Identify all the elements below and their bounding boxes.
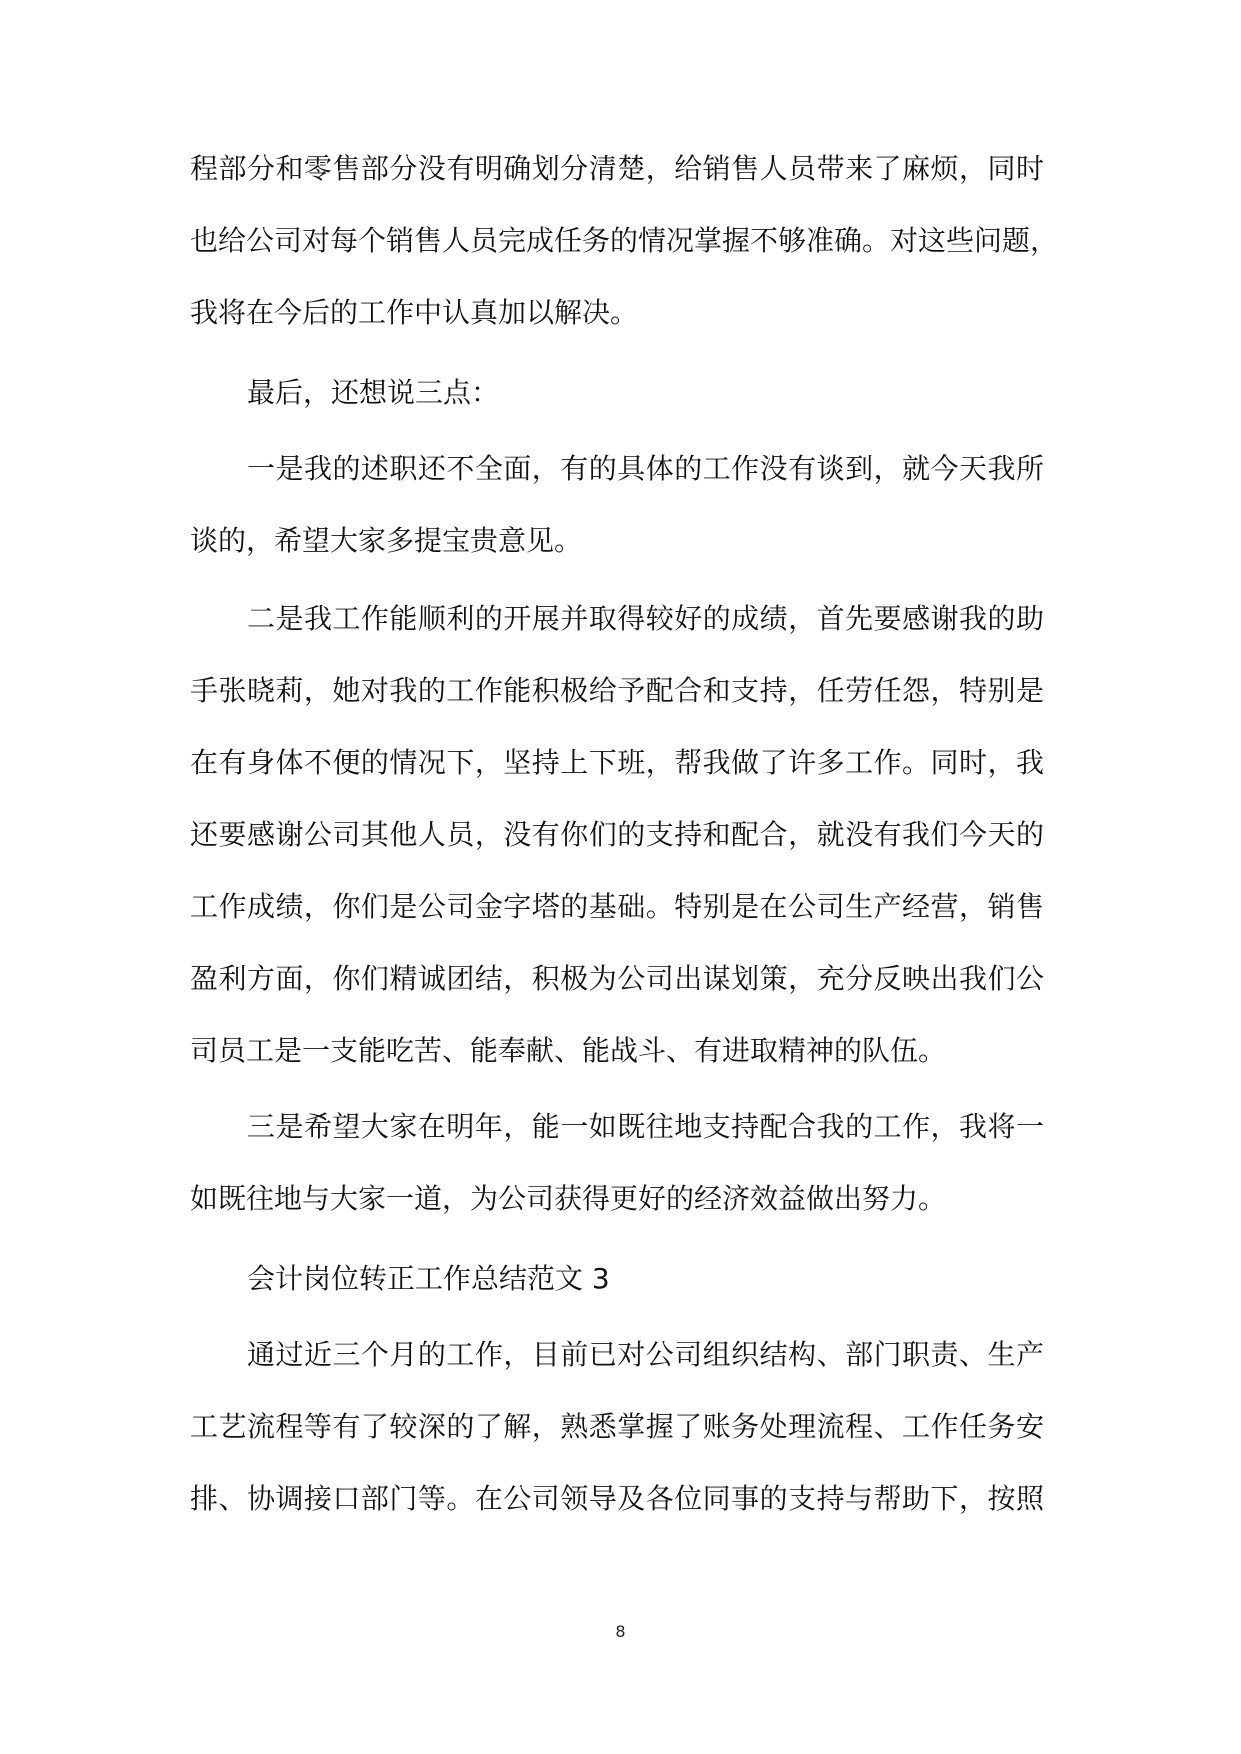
line-text: 盈利方面，你们精诚团结，积极为公司出谋划策，充分反映出我们公 bbox=[190, 962, 1044, 995]
line-text: 一是我的述职还不全面，有的具体的工作没有谈到，就今天我所 bbox=[247, 452, 1044, 485]
text-line bbox=[0, 1463, 1241, 1535]
text-line bbox=[0, 133, 1241, 205]
text-line bbox=[0, 1015, 1241, 1087]
text-line bbox=[0, 1091, 1241, 1163]
line-text: 最后，还想说三点： bbox=[247, 376, 500, 409]
line-text: 会计岗位转正工作总结范文 3 bbox=[247, 1262, 610, 1295]
line-text: 手张晓莉，她对我的工作能积极给予配合和支持，任劳任怨，特别是 bbox=[190, 674, 1044, 707]
line-text: 我将在今后的工作中认真加以解决。 bbox=[190, 296, 639, 329]
text-line bbox=[0, 357, 1241, 429]
text-line bbox=[0, 583, 1241, 655]
line-text: 还要感谢公司其他人员，没有你们的支持和配合，就没有我们今天的 bbox=[190, 818, 1044, 851]
text-line bbox=[0, 205, 1241, 277]
text-line bbox=[0, 871, 1241, 943]
text-line bbox=[0, 1319, 1241, 1391]
line-text: 工艺流程等有了较深的了解，熟悉掌握了账务处理流程、工作任务安 bbox=[190, 1410, 1044, 1443]
text-line bbox=[0, 943, 1241, 1015]
text-line bbox=[0, 277, 1241, 349]
text-line bbox=[0, 655, 1241, 727]
line-text: 通过近三个月的工作，目前已对公司组织结构、部门职责、生产 bbox=[247, 1338, 1044, 1371]
line-text: 工作成绩，你们是公司金字塔的基础。特别是在公司生产经营，销售 bbox=[190, 890, 1044, 923]
section-heading bbox=[0, 1243, 1241, 1315]
text-line bbox=[0, 799, 1241, 871]
text-line bbox=[0, 1391, 1241, 1463]
line-text: 三是希望大家在明年，能一如既往地支持配合我的工作，我将一 bbox=[247, 1110, 1044, 1143]
line-text: 在有身体不便的情况下，坚持上下班，帮我做了许多工作。同时，我 bbox=[190, 746, 1044, 779]
line-text: 司员工是一支能吃苦、能奉献、能战斗、有进取精神的队伍。 bbox=[190, 1034, 947, 1067]
line-text: 程部分和零售部分没有明确划分清楚，给销售人员带来了麻烦，同时 bbox=[190, 152, 1044, 185]
line-text: 排、协调接口部门等。在公司领导及各位同事的支持与帮助下，按照 bbox=[190, 1482, 1044, 1515]
line-text: 二是我工作能顺利的开展并取得较好的成绩，首先要感谢我的助 bbox=[247, 602, 1044, 635]
line-text: 如既往地与大家一道，为公司获得更好的经济效益做出努力。 bbox=[190, 1182, 947, 1215]
text-line bbox=[0, 1163, 1241, 1235]
line-text: 谈的，希望大家多提宝贵意见。 bbox=[190, 524, 583, 557]
text-line bbox=[0, 433, 1241, 505]
text-line bbox=[0, 727, 1241, 799]
text-line bbox=[0, 505, 1241, 577]
line-text: 也给公司对每个销售人员完成任务的情况掌握不够准确。对这些问题， bbox=[190, 224, 1059, 257]
page-number: 8 bbox=[615, 1622, 626, 1641]
